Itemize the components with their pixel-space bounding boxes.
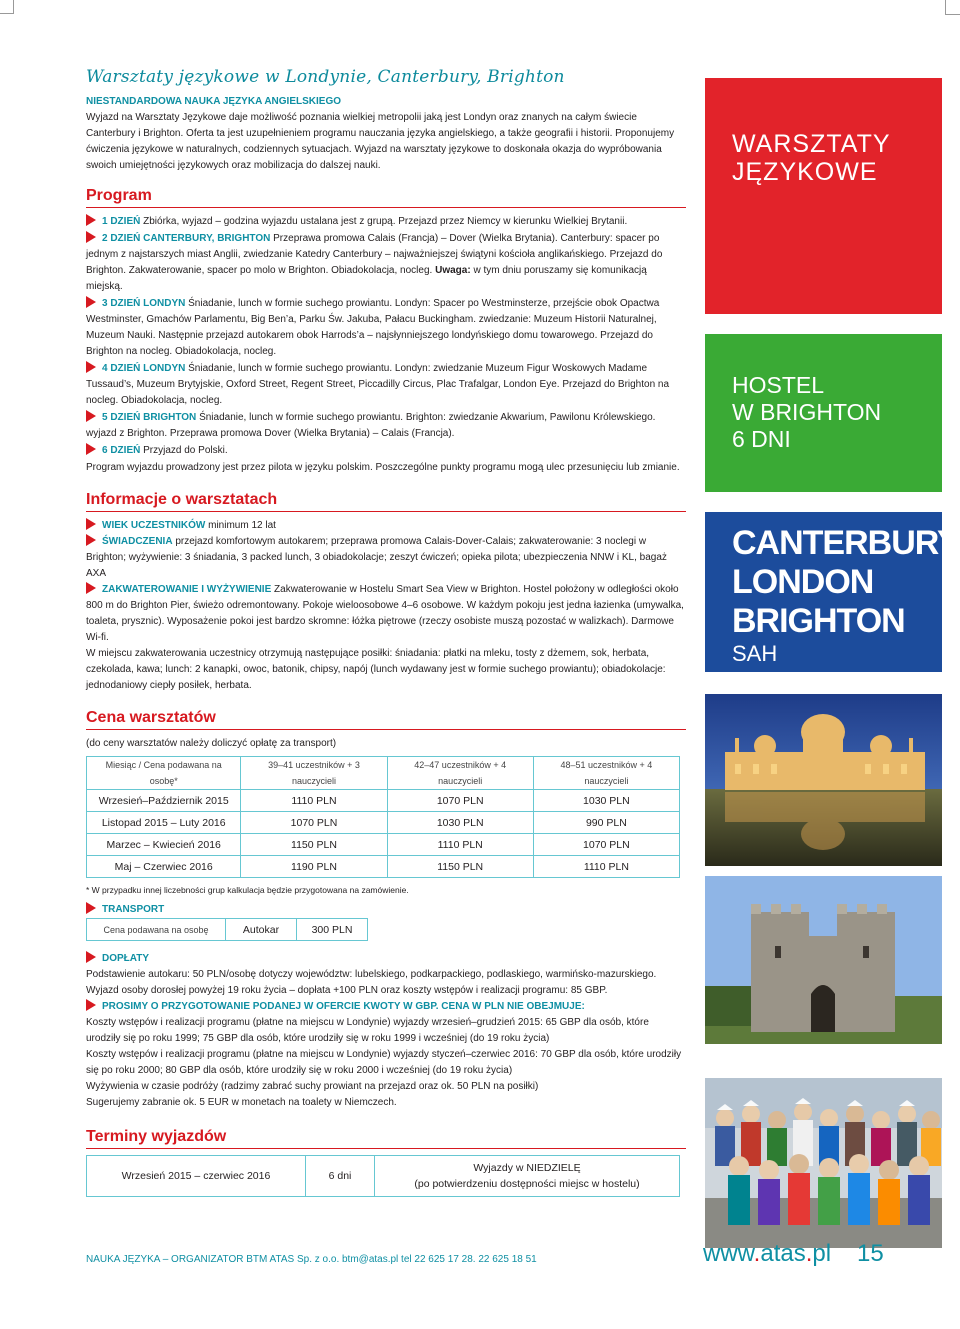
price-table [86,756,680,878]
triangle-bullet-icon [86,214,96,226]
price-row [87,856,680,878]
crop-mark-tl [0,0,14,14]
gbp-line: Wyżywienia w czasie podróży (radzimy zabrać suchy prowiant na przejazd oraz ok. 50 PLN na posiłki) [86,1081,539,1092]
info-heading: Informacje o warsztatach [86,490,686,512]
price-cell: 1070 PLN [387,790,533,812]
page-subtitle: NIESTANDARDOWA NAUKA JĘZYKA ANGIELSKIEGO [86,96,342,107]
price-cell: Listopad 2015 – Luty 2016 [87,812,241,834]
red-panel-line: WARSZTATY [732,130,891,158]
triangle-bullet-icon [86,231,96,243]
price-cell: 1030 PLN [533,790,679,812]
program-closing: Program wyjazdu prowadzony jest przez pilota w języku polskim. Poszczególne punkty programu mogą ulec przesunięciu lub zmianie. [86,462,680,473]
age-line: WIEK UCZESTNIKÓW minimum 12 lat [86,518,686,534]
price-cell: 1070 PLN [241,812,387,834]
dates-cell: Wyjazdy w NIEDZIELĘ (po potwierdzeniu dostępności miejsc w hostelu) [375,1156,680,1197]
transport-cell: 300 PLN [297,919,368,941]
green-panel-line: HOSTEL [732,372,825,398]
price-header-cell: 48–51 uczestników + 4 nauczycieli [533,757,679,790]
program-heading: Program [86,186,686,208]
price-row [87,812,680,834]
blue-panel-line: BRIGHTON [732,602,905,640]
transport-cell: Autokar [226,919,297,941]
footer-url-link[interactable]: www.atas.pl [703,1240,832,1267]
gbp-line: Koszty wstępów i realizacji programu (płatne na miejscu w Londynie) wyjazdy wrzesień–grudzień 2015: 65 GBP dla osób, które urodziły się po roku 1999; 75 GBP dla osób, które urodziły się w roku 1999 i wcześniej (do 19 roku życia) [86,1017,649,1044]
price-row [87,790,680,812]
dates-cell: 6 dni [306,1156,375,1197]
transport-label: TRANSPORT [86,902,686,918]
gbp-line: Sugerujemy zabranie ok. 5 EUR w monetach na toalety w Niemczech. [86,1097,397,1108]
red-panel [705,78,942,314]
gbp-line: Koszty wstępów i realizacji programu (płatne na miejscu w Londynie) wyjazdy styczeń–czerwiec 2016: 70 GBP dla osób, które urodziły się po roku 2000; 80 GBP dla osób, które urodziły się w roku 2000 i wcześniej (do 19 roku życia) [86,1049,682,1076]
program-day: 2 DZIEŃ CANTERBURY, BRIGHTON Przeprawa promowa Calais (Francja) – Dover (Wielka Brytania). Canterbury: spacer po jednym z najstarszych miast Anglii, zwiedzanie Katedry Canterbury – najważniejszej świątyni kościoła anglikańskiego. Przejazd do Brighton. Zakwaterowanie, spacer po molo w Brighton. Obiadokolacja, nocleg. Uwaga: w tym dniu poruszamy się komunikacją miejską. [86,233,663,292]
triangle-bullet-icon [86,518,96,530]
price-cell: 1190 PLN [241,856,387,878]
dates-cell: Wrzesień 2015 – czerwiec 2016 [87,1156,306,1197]
blue-panel-line: LONDON [732,563,874,601]
program-day: 1 DZIEŃ Zbiórka, wyjazd – godzina wyjazdu ustalana jest z grupą. Przejazd przez Niemcy w kierunku Wielkiej Brytanii. [86,214,686,230]
green-panel-line: W BRIGHTON [732,399,882,425]
price-row [87,834,680,856]
meals-line: W miejscu zakwaterowania uczestnicy otrzymują następujące posiłki: śniadania: płatki na mleku, tosty z dżemem, sok, herbata, czekolada, kawa; lunch: 2 kanapki, owoc, batonik, chipsy, napój (lunch wydawany jest w formie suchego prowiantu); obiadokolacje: jednodaniowy ciepły posiłek, herbata. [86,648,666,691]
program-day: 3 DZIEŃ LONDYN Śniadanie, lunch w formie suchego prowiantu. Londyn: Spacer po Westminsterze, przejście obok Opactwa Westminster, Gmachów Parlamentu, Big Ben’a, Parku Św. Jakuba, Pałacu Buckingham. zwiedzanie: Muzeum Historii Naturalnej, Muzeum Nauki. Następnie przejazd autokarem obok Harrods’a – najsłynniejszego londyńskiego domu towarowego. Przejazd do Brighton na nocleg. Obiadokolacja, nocleg. [86,298,660,357]
price-cell: 1110 PLN [387,834,533,856]
program-days [86,214,686,459]
blue-panel [705,512,959,672]
triangle-bullet-icon [86,582,96,594]
price-header-row [87,757,680,790]
green-panel-line: 6 DNI [732,426,791,452]
dates-heading: Terminy wyjazdów [86,1127,686,1149]
transport-cell: Cena podawana na osobę [87,919,226,941]
castle-gate-photo [705,876,942,1044]
green-panel [705,334,942,492]
extra-line: Wyjazd osoby dorosłej powyżej 19 roku życia – dopłata +100 PLN oraz koszty wstępów i realizacji programu: 85 GBP. [86,985,608,996]
lodging-line: ZAKWATEROWANIE I WYŻYWIENIE Zakwaterowanie w Hostelu Smart Sea View w Brighton. Hostel położony w odległości około 800 m do Brighton Pier, świeżo odremontowany. Pokoje wieloosobowe 4–6 osobowe. W każdym pokoju jest jedna łazienka (umywalka, toaleta, prysznic). Wyposażenie pokoi jest bardzo skromne: łóżka piętrowe (rzeczy osobiste muszą pozostać w walizkach). Darmowe Wi-fi. [86,584,684,643]
price-cell: 1110 PLN [533,856,679,878]
price-cell: 990 PLN [533,812,679,834]
page-number: 15 [857,1240,884,1267]
extra-label: DOPŁATY [86,951,686,967]
triangle-bullet-icon [86,361,96,373]
program-day: 4 DZIEŃ LONDYN Śniadanie, lunch w formie suchego prowiantu. Londyn: zwiedzanie Muzeum Figur Woskowych Madame Tussaud’s, Muzeum Brytyjskie, Oxford Street, Regent Street, Piccadilly Circus, Plac Trafalgar, London Eye. Przejazd do Brighton na nocleg. Obiadokolacja, nocleg. [86,363,670,406]
price-header-cell: 42–47 uczestników + 4 nauczycieli [387,757,533,790]
price-heading: Cena warsztatów [86,708,686,730]
page-title: Warsztaty językowe w Londynie, Canterbury, Brighton [86,67,565,87]
crop-mark-tr [945,0,960,15]
benefits-line: ŚWIADCZENIA przejazd komfortowym autokarem; przeprawa promowa Calais-Dover-Calais; zakwaterowanie: 3 noclegi w Brighton; wyżywienie: 3 śniadania, 3 packed lunch, 3 obiadokolacje; zeszyt ćwiczeń; opieka pilota; ubezpieczenia NNW i KL, bagaż AXA [86,536,667,579]
price-cell: 1070 PLN [533,834,679,856]
student-group-photo [705,1078,942,1248]
price-cell: Marzec – Kwiecień 2016 [87,834,241,856]
price-header-cell: 39–41 uczestników + 3 nauczycieli [241,757,387,790]
royal-pavilion-photo [705,694,942,866]
triangle-bullet-icon [86,443,96,455]
triangle-bullet-icon [86,999,96,1011]
blue-panel-line: SAH [732,641,778,666]
price-cell: 1030 PLN [387,812,533,834]
triangle-bullet-icon [86,410,96,422]
gbp-label: PROSIMY O PRZYGOTOWANIE PODANEJ W OFERCIE KWOTY W GBP. CENA W PLN NIE OBEJMUJE: [86,999,686,1015]
price-note: (do ceny warsztatów należy doliczyć opłatę za transport) [86,738,337,749]
program-day: 6 DZIEŃ Przyjazd do Polski. [86,443,686,459]
sidebar [705,78,959,1248]
triangle-bullet-icon [86,902,96,914]
triangle-bullet-icon [86,951,96,963]
main-column [86,66,686,1197]
price-header-cell: Miesiąc / Cena podawana na osobę* [87,757,241,790]
triangle-bullet-icon [86,534,96,546]
red-panel-line: JĘZYKOWE [732,158,878,186]
dates-table [86,1155,680,1197]
price-cell: Wrzesień–Październik 2015 [87,790,241,812]
price-footnote: * W przypadku innej liczebności grup kalkulacja będzie przygotowana na zamówienie. [86,885,409,895]
program-day: 5 DZIEŃ BRIGHTON Śniadanie, lunch w formie suchego prowiantu. Brighton: zwiedzanie Akwarium, Pawilonu Królewskiego. wyjazd z Brighton. Przeprawa promowa Dover (Wielka Brytania) – Calais (Francja). [86,412,656,439]
transport-table [86,918,368,941]
blue-panel-line: CANTERBURY [732,524,959,562]
intro-paragraph: Wyjazd na Warsztaty Językowe daje możliwość poznania wielkiej metropolii jaką jest Londyn oraz znanych na całym świecie Canterbury i Brighton. Oferta ta jest uzupełnieniem programu nauczania języka angielskiego, a także geografii i historii. Proponujemy ćwiczenia językowe w naturalnych, codziennych sytuacjach. Wyjazd na warsztaty językowe to doskonała okazja do wypróbowania swoich umiejętności językowych oraz mobilizacja do dalszej nauki. [86,112,675,171]
price-cell: 1150 PLN [241,834,387,856]
price-cell: 1110 PLN [241,790,387,812]
price-cell: 1150 PLN [387,856,533,878]
extra-line: Podstawienie autokaru: 50 PLN/osobę dotyczy województw: lubelskiego, podkarpackiego, podlaskiego, warmińsko-mazurskiego. [86,969,657,980]
footer-organizer: NAUKA JĘZYKA – ORGANIZATOR BTM ATAS Sp. z o.o. btm@atas.pl tel 22 625 17 28. 22 625 18 51 [86,1254,537,1265]
triangle-bullet-icon [86,296,96,308]
price-cell: Maj – Czerwiec 2016 [87,856,241,878]
